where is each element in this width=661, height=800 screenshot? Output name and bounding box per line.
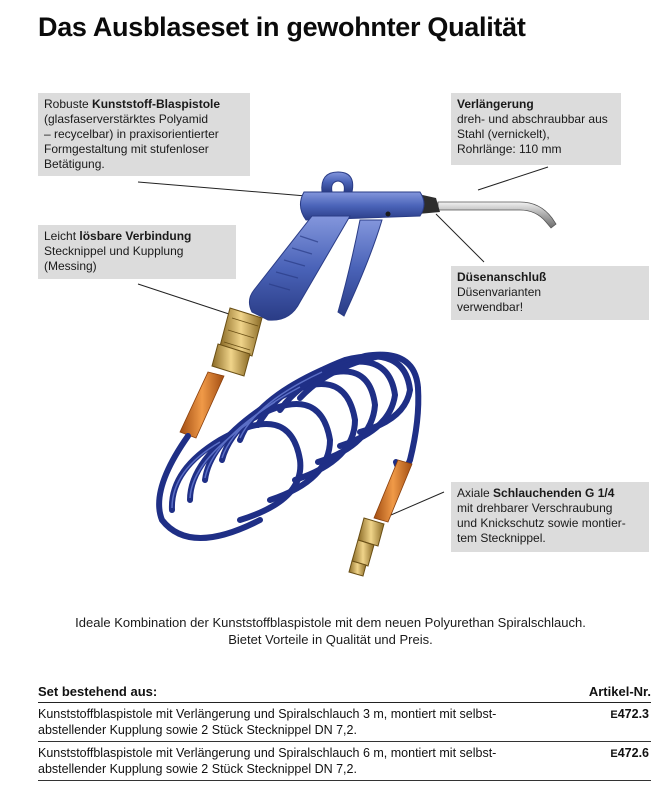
callout-blow-gun-line: (glasfaserverstärktes Polyamid — [44, 112, 209, 126]
table-row-article-no — [610, 745, 651, 777]
article-no-prefix: E — [610, 709, 618, 721]
article-no-number: 472.6 — [617, 746, 649, 760]
intro-text — [0, 614, 661, 648]
leader-line-blow-gun — [138, 182, 306, 196]
extension-tube — [438, 202, 556, 228]
callout-hose-ends-prefix: Axiale — [457, 486, 494, 500]
article-no-number: 472.3 — [617, 707, 649, 721]
hose-sleeve-bottom — [374, 460, 412, 522]
callout-connection-line: Stecknippel und Kupplung — [44, 244, 184, 258]
intro-line: Ideale Kombination der Kunststoffblaspistole mit dem neuen Polyurethan Spiralschlauch. — [75, 615, 586, 630]
plug-nipple-icon — [349, 518, 384, 576]
callout-blow-gun-bold: Kunststoff-Blaspistole — [92, 97, 221, 111]
callout-connection-bold: lösbare Verbindung — [79, 229, 192, 243]
callout-nozzle-bold: Düsenanschluß — [457, 270, 547, 284]
callout-blow-gun-line: Betätigung. — [44, 157, 105, 171]
callout-hose-ends-line: mit drehbarer Verschraubung — [457, 501, 613, 515]
callout-connection-line: (Messing) — [44, 259, 97, 273]
table-header — [38, 684, 651, 703]
intro-line: Bietet Vorteile in Qualität und Preis. — [228, 632, 433, 647]
callout-connection-prefix: Leicht — [44, 229, 80, 243]
table-row — [38, 742, 651, 781]
table-row-description-line: abstellender Kupplung sowie 2 Stück Stecknippel DN 7,2. — [38, 723, 357, 737]
callout-blow-gun-line: – recycelbar) in praxisorientierter — [44, 127, 219, 141]
coupling-icon — [212, 308, 262, 376]
callout-extension-bold: Verlängerung — [457, 97, 534, 111]
hose-sleeve-top — [180, 372, 224, 438]
table-row-description-line: Kunststoffblaspistole mit Verlängerung und Spiralschlauch 6 m, montiert mit selbst- — [38, 746, 497, 760]
table-row-description — [38, 706, 558, 738]
leader-line-extension — [478, 167, 548, 190]
table-header-set: Set bestehend aus: — [38, 684, 158, 699]
callout-hose-ends-bold: Schlauchenden G 1/4 — [493, 486, 615, 500]
leader-line-nozzle — [436, 214, 484, 262]
table-row-description — [38, 745, 558, 777]
table-header-article-no: Artikel-Nr. — [588, 684, 651, 699]
blow-gun-icon — [249, 172, 424, 320]
callout-hose-ends-line: tem Stecknippel. — [457, 531, 546, 545]
callout-nozzle-line: Düsenvarianten — [457, 285, 542, 299]
page-title: Das Ausblaseset in gewohnter Qualität — [38, 12, 526, 42]
callout-hose-ends-line: und Knickschutz sowie montier- — [457, 516, 626, 530]
callout-extension-line: dreh- und abschraubbar aus — [457, 112, 608, 126]
table-row-description-line: Kunststoffblaspistole mit Verlängerung und Spiralschlauch 3 m, montiert mit selbst- — [38, 707, 497, 721]
callout-blow-gun-line: Formgestaltung mit stufenloser — [44, 142, 209, 156]
leader-line-connection — [138, 284, 232, 315]
table-row-description-line: abstellender Kupplung sowie 2 Stück Stecknippel DN 7,2. — [38, 762, 357, 776]
table-row — [38, 703, 651, 742]
table-row-article-no — [610, 706, 651, 738]
callout-extension-line: Rohrlänge: 110 mm — [457, 142, 562, 156]
callout-nozzle-line: verwendbar! — [457, 300, 524, 314]
article-table — [38, 684, 651, 781]
callout-blow-gun-prefix: Robuste — [44, 97, 93, 111]
callout-extension-line: Stahl (vernickelt), — [457, 127, 550, 141]
article-no-prefix: E — [610, 748, 618, 760]
